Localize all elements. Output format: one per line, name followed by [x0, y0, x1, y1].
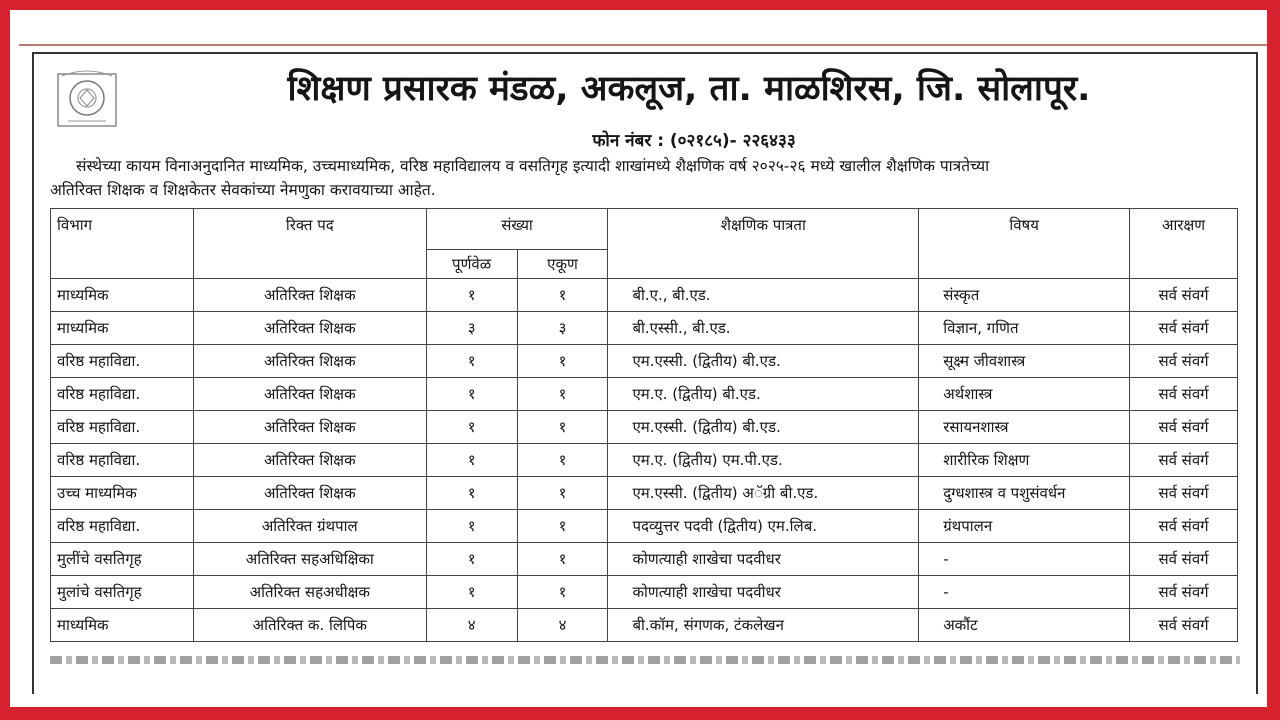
vacancy-table [50, 208, 1238, 642]
cell-fulltime: १ [426, 345, 517, 378]
table-row [51, 444, 1238, 477]
table-row [51, 279, 1238, 312]
cell-subject: शारीरिक शिक्षण [919, 444, 1130, 477]
cell-dept: मुलांचे वसतिगृह [51, 576, 194, 609]
cell-fulltime: १ [426, 576, 517, 609]
cell-post: अतिरिक्त शिक्षक [193, 411, 426, 444]
cell-fulltime: १ [426, 477, 517, 510]
cell-dept: वरिष्ठ महाविद्या. [51, 411, 194, 444]
header-reservation: आरक्षण [1130, 209, 1238, 279]
cell-dept: वरिष्ठ महाविद्या. [51, 345, 194, 378]
cell-reservation: सर्व संवर्ग [1130, 477, 1238, 510]
cell-subject: अर्थशास्त्र [919, 378, 1130, 411]
cell-qualification: कोणत्याही शाखेचा पदवीधर [608, 576, 919, 609]
intro-paragraph [50, 154, 1246, 202]
cell-reservation: सर्व संवर्ग [1130, 345, 1238, 378]
header-qualification: शैक्षणिक पात्रता [608, 209, 919, 279]
cell-total: ४ [517, 609, 608, 642]
cell-reservation: सर्व संवर्ग [1130, 510, 1238, 543]
top-rule [19, 44, 1267, 46]
cell-qualification: पदव्युत्तर पदवी (द्वितीय) एम.लिब. [608, 510, 919, 543]
cell-subject: विज्ञान, गणित [919, 312, 1130, 345]
cell-subject: - [919, 543, 1130, 576]
table-row [51, 345, 1238, 378]
cell-post: अतिरिक्त शिक्षक [193, 312, 426, 345]
cell-qualification: एम.ए. (द्वितीय) बी.एड. [608, 378, 919, 411]
header-subject: विषय [919, 209, 1130, 279]
cell-qualification: एम.ए. (द्वितीय) एम.पी.एड. [608, 444, 919, 477]
table-row [51, 510, 1238, 543]
cell-subject: रसायनशास्त्र [919, 411, 1130, 444]
cropped-text-edge [50, 656, 1240, 664]
cell-qualification: बी.कॉम, संगणक, टंकलेखन [608, 609, 919, 642]
table-row [51, 411, 1238, 444]
cell-dept: माध्यमिक [51, 279, 194, 312]
table-row [51, 543, 1238, 576]
table-row [51, 312, 1238, 345]
cell-fulltime: १ [426, 411, 517, 444]
cell-reservation: सर्व संवर्ग [1130, 609, 1238, 642]
header-post: रिक्त पद [193, 209, 426, 279]
cell-total: १ [517, 543, 608, 576]
cell-total: १ [517, 477, 608, 510]
cell-dept: वरिष्ठ महाविद्या. [51, 444, 194, 477]
cell-fulltime: १ [426, 510, 517, 543]
cell-reservation: सर्व संवर्ग [1130, 543, 1238, 576]
cell-qualification: एम.एस्सी. (द्वितीय) अॅग्री बी.एड. [608, 477, 919, 510]
cell-post: अतिरिक्त शिक्षक [193, 279, 426, 312]
page-frame [10, 10, 1267, 707]
page-title: शिक्षण प्रसारक मंडळ, अकलूज, ता. माळशिरस, जि. सोलापूर. [287, 69, 1091, 109]
cell-total: १ [517, 411, 608, 444]
header-count: संख्या [426, 209, 608, 250]
cell-fulltime: ३ [426, 312, 517, 345]
cell-total: १ [517, 345, 608, 378]
cell-reservation: सर्व संवर्ग [1130, 378, 1238, 411]
cell-post: अतिरिक्त शिक्षक [193, 477, 426, 510]
cell-fulltime: १ [426, 543, 517, 576]
cell-qualification: एम.एस्सी. (द्वितीय) बी.एड. [608, 411, 919, 444]
header-total: एकूण [517, 250, 608, 279]
cell-reservation: सर्व संवर्ग [1130, 411, 1238, 444]
cell-qualification: एम.एस्सी. (द्वितीय) बी.एड. [608, 345, 919, 378]
table-row [51, 477, 1238, 510]
cell-total: १ [517, 444, 608, 477]
cell-subject: सूक्ष्म जीवशास्त्र [919, 345, 1130, 378]
institution-logo-icon [54, 68, 120, 132]
cell-subject: अकौंट [919, 609, 1130, 642]
cell-qualification: बी.एस्सी., बी.एड. [608, 312, 919, 345]
cell-subject: दुग्धशास्त्र व पशुसंवर्धन [919, 477, 1130, 510]
cell-total: ३ [517, 312, 608, 345]
cell-reservation: सर्व संवर्ग [1130, 444, 1238, 477]
cell-total: १ [517, 378, 608, 411]
intro-line-2: अतिरिक्त शिक्षक व शिक्षकेतर सेवकांच्या नेमणुका करावयाच्या आहेत. [50, 181, 436, 199]
cell-dept: उच्च माध्यमिक [51, 477, 194, 510]
cell-total: १ [517, 510, 608, 543]
table-row [51, 576, 1238, 609]
header-dept: विभाग [51, 209, 194, 279]
cell-dept: माध्यमिक [51, 312, 194, 345]
table-header-row [51, 209, 1238, 250]
cell-dept: माध्यमिक [51, 609, 194, 642]
notice-document [32, 52, 1258, 694]
header-fulltime: पूर्णवेळ [426, 250, 517, 279]
cell-total: १ [517, 576, 608, 609]
cell-reservation: सर्व संवर्ग [1130, 312, 1238, 345]
cell-subject: ग्रंथपालन [919, 510, 1130, 543]
cell-post: अतिरिक्त ग्रंथपाल [193, 510, 426, 543]
cell-fulltime: १ [426, 378, 517, 411]
cell-qualification: बी.ए., बी.एड. [608, 279, 919, 312]
cell-post: अतिरिक्त सहअधीक्षक [193, 576, 426, 609]
cell-dept: वरिष्ठ महाविद्या. [51, 510, 194, 543]
phone-number: फोन नंबर : (०२१८५)- २२६४३३ [592, 131, 796, 151]
cell-fulltime: १ [426, 444, 517, 477]
table-row [51, 378, 1238, 411]
cell-fulltime: ४ [426, 609, 517, 642]
cell-reservation: सर्व संवर्ग [1130, 279, 1238, 312]
cell-dept: मुलींचे वसतिगृह [51, 543, 194, 576]
intro-line-1: संस्थेच्या कायम विनाअनुदानित माध्यमिक, उच्चमाध्यमिक, वरिष्ठ महाविद्यालय व वसतिगृह इत्यादी शाखांमध्ये शैक्षणिक वर्ष २०२५-२६ मध्ये खालील शैक्षणिक पात्रतेच्या [76, 157, 990, 175]
cell-subject: - [919, 576, 1130, 609]
cell-post: अतिरिक्त शिक्षक [193, 345, 426, 378]
cell-qualification: कोणत्याही शाखेचा पदवीधर [608, 543, 919, 576]
cell-total: १ [517, 279, 608, 312]
cell-fulltime: १ [426, 279, 517, 312]
cell-subject: संस्कृत [919, 279, 1130, 312]
cell-post: अतिरिक्त सहअधिक्षिका [193, 543, 426, 576]
cell-reservation: सर्व संवर्ग [1130, 576, 1238, 609]
cell-post: अतिरिक्त शिक्षक [193, 378, 426, 411]
cell-post: अतिरिक्त शिक्षक [193, 444, 426, 477]
table-row [51, 609, 1238, 642]
cell-dept: वरिष्ठ महाविद्या. [51, 378, 194, 411]
cell-post: अतिरिक्त क. लिपिक [193, 609, 426, 642]
